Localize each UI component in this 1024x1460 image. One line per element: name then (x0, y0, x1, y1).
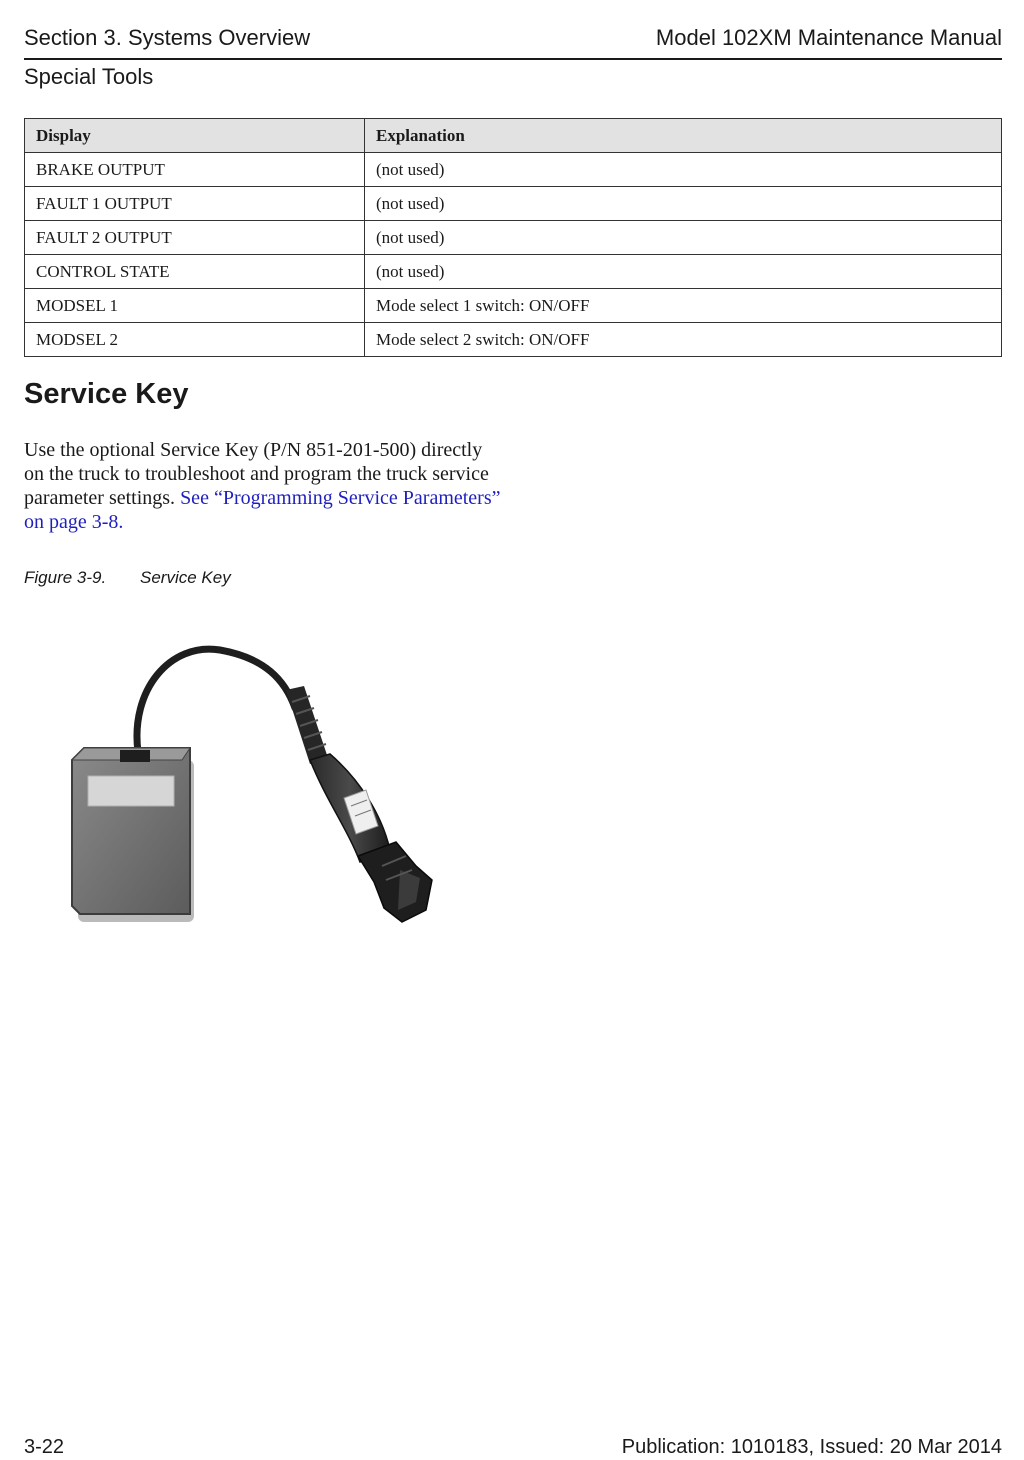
strain-relief (286, 686, 328, 764)
table-cell-display: CONTROL STATE (25, 255, 365, 289)
table-row (25, 289, 1002, 323)
cable-entry (120, 750, 150, 762)
page-header (24, 18, 1002, 60)
figure-title: Service Key (140, 568, 231, 587)
page-subheader: Special Tools (24, 64, 154, 89)
table-cell-explanation: (not used) (365, 255, 1002, 289)
service-key-photo (60, 630, 460, 930)
section-body (24, 438, 504, 534)
publication-info: Publication: 1010183, Issued: 20 Mar 2014 (621, 1436, 1002, 1458)
cable (137, 649, 295, 752)
cross-reference-link[interactable]: See “Programming Service Parameters” on page 3-8. (24, 487, 501, 533)
table-row (25, 153, 1002, 187)
header-section-title: Section 3. Systems Overview (24, 25, 311, 50)
column-header-explanation: Explanation (365, 119, 1002, 153)
page-footer (24, 1436, 1002, 1459)
table-cell-display: MODSEL 2 (25, 323, 365, 357)
table-cell-explanation: (not used) (365, 221, 1002, 255)
header-manual-title: Model 102XM Maintenance Manual (655, 25, 1002, 50)
column-header-display: Display (25, 119, 365, 153)
table-cell-explanation: (not used) (365, 187, 1002, 221)
figure-caption (24, 568, 231, 588)
service-key-illustration (60, 630, 460, 930)
body-paragraph: Use the optional Service Key (P/N 851-201-500) directly on the truck to troubleshoot and program the truck service parameter settings. (24, 439, 489, 509)
table-cell-explanation: Mode select 1 switch: ON/OFF (365, 289, 1002, 323)
table-row (25, 323, 1002, 357)
table-header-row (25, 119, 1002, 153)
key-label (88, 776, 174, 806)
table-row (25, 221, 1002, 255)
table-row (25, 187, 1002, 221)
connector-head (358, 842, 432, 922)
table-cell-display: FAULT 1 OUTPUT (25, 187, 365, 221)
page-number: 3-22 (24, 1436, 65, 1458)
figure-number: Figure 3-9. (24, 568, 107, 587)
table-cell-explanation: (not used) (365, 153, 1002, 187)
section-heading: Service Key (24, 378, 189, 410)
table-cell-display: FAULT 2 OUTPUT (25, 221, 365, 255)
table-cell-explanation: Mode select 2 switch: ON/OFF (365, 323, 1002, 357)
table-cell-display: MODSEL 1 (25, 289, 365, 323)
table-cell-display: BRAKE OUTPUT (25, 153, 365, 187)
key-housing (72, 748, 190, 914)
table-row (25, 255, 1002, 289)
display-table (24, 118, 1002, 357)
